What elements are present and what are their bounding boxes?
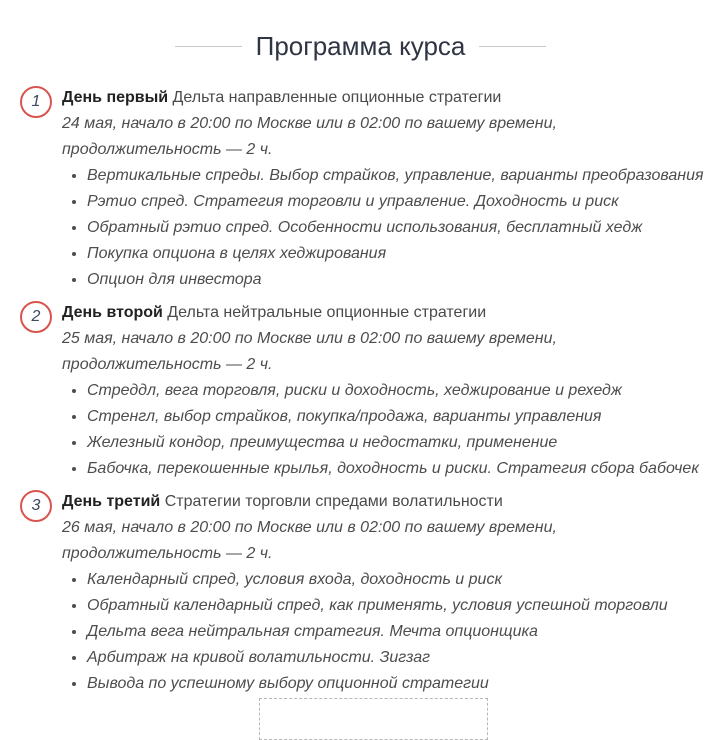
list-item: • Покупка опциона в целях хеджирования xyxy=(87,241,704,267)
section-schedule-line1: 26 мая, начало в 20:00 по Москве или в 02:00 по вашему времени, xyxy=(62,519,557,536)
section-schedule-line2: продолжительность — 2 ч. xyxy=(62,356,273,373)
section-title xyxy=(62,85,704,111)
list-item: • Вывода по успешному выбору опционной стратегии xyxy=(87,671,668,697)
section-bullet-list xyxy=(62,163,704,293)
section-day-2 xyxy=(20,300,705,482)
list-item: • Календарный спред, условия входа, доходность и риск xyxy=(87,567,668,593)
list-item: • Арбитраж на кривой волатильности. Зигзаг xyxy=(87,645,668,671)
section-content xyxy=(62,489,668,697)
section-topic-label: Дельта нейтральные опционные стратегии xyxy=(162,304,487,321)
section-day-3 xyxy=(20,489,705,697)
page-title: Программа курса xyxy=(255,31,466,61)
list-item: • Дельта вега нейтральная стратегия. Мечта опционщика xyxy=(87,619,668,645)
section-day-label: День первый xyxy=(62,89,169,106)
bottom-dashed-button[interactable] xyxy=(259,698,488,740)
list-item: • Рэтио спред. Стратегия торговли и управление. Доходность и риск xyxy=(87,189,704,215)
list-item: • Бабочка, перекошенные крылья, доходность и риски. Стратегия сбора бабочек xyxy=(87,456,699,482)
list-item: • Опцион для инвестора xyxy=(87,267,704,293)
section-schedule-line2: продолжительность — 2 ч. xyxy=(62,141,273,158)
section-topic-label: Дельта направленные опционные стратегии xyxy=(168,89,502,106)
section-number-badge: 3 xyxy=(20,490,52,522)
title-divider-left xyxy=(175,46,242,47)
course-header xyxy=(0,0,721,61)
section-schedule-line2: продолжительность — 2 ч. xyxy=(62,545,273,562)
section-bullet-list xyxy=(62,567,668,697)
section-topic-label: Стратегии торговли спредами волатильности xyxy=(160,493,503,510)
section-content xyxy=(62,85,704,293)
title-divider-right xyxy=(479,46,546,47)
list-item: • Железный кондор, преимущества и недостатки, применение xyxy=(87,430,699,456)
section-day-label: День третий xyxy=(62,493,161,510)
list-item: • Вертикальные спреды. Выбор страйков, управление, варианты преобразования xyxy=(87,163,704,189)
section-title xyxy=(62,489,668,515)
section-schedule-line1: 25 мая, начало в 20:00 по Москве или в 02:00 по вашему времени, xyxy=(62,330,557,347)
section-content xyxy=(62,300,699,482)
section-schedule-line1: 24 мая, начало в 20:00 по Москве или в 02:00 по вашему времени, xyxy=(62,115,557,132)
section-day-1 xyxy=(20,85,705,293)
list-item: • Обратный календарный спред, как применять, условия успешной торговли xyxy=(87,593,668,619)
list-item: • Стренгл, выбор страйков, покупка/продажа, варианты управления xyxy=(87,404,699,430)
section-bullet-list xyxy=(62,378,699,482)
list-item: • Обратный рэтио спред. Особенности использования, бесплатный хедж xyxy=(87,215,704,241)
sections-list xyxy=(0,85,721,697)
section-day-label: День второй xyxy=(62,304,163,321)
section-number-badge: 1 xyxy=(20,86,52,118)
section-number-badge: 2 xyxy=(20,301,52,333)
list-item: • Стреддл, вега торговля, риски и доходность, хеджирование и рехедж xyxy=(87,378,699,404)
section-title xyxy=(62,300,699,326)
